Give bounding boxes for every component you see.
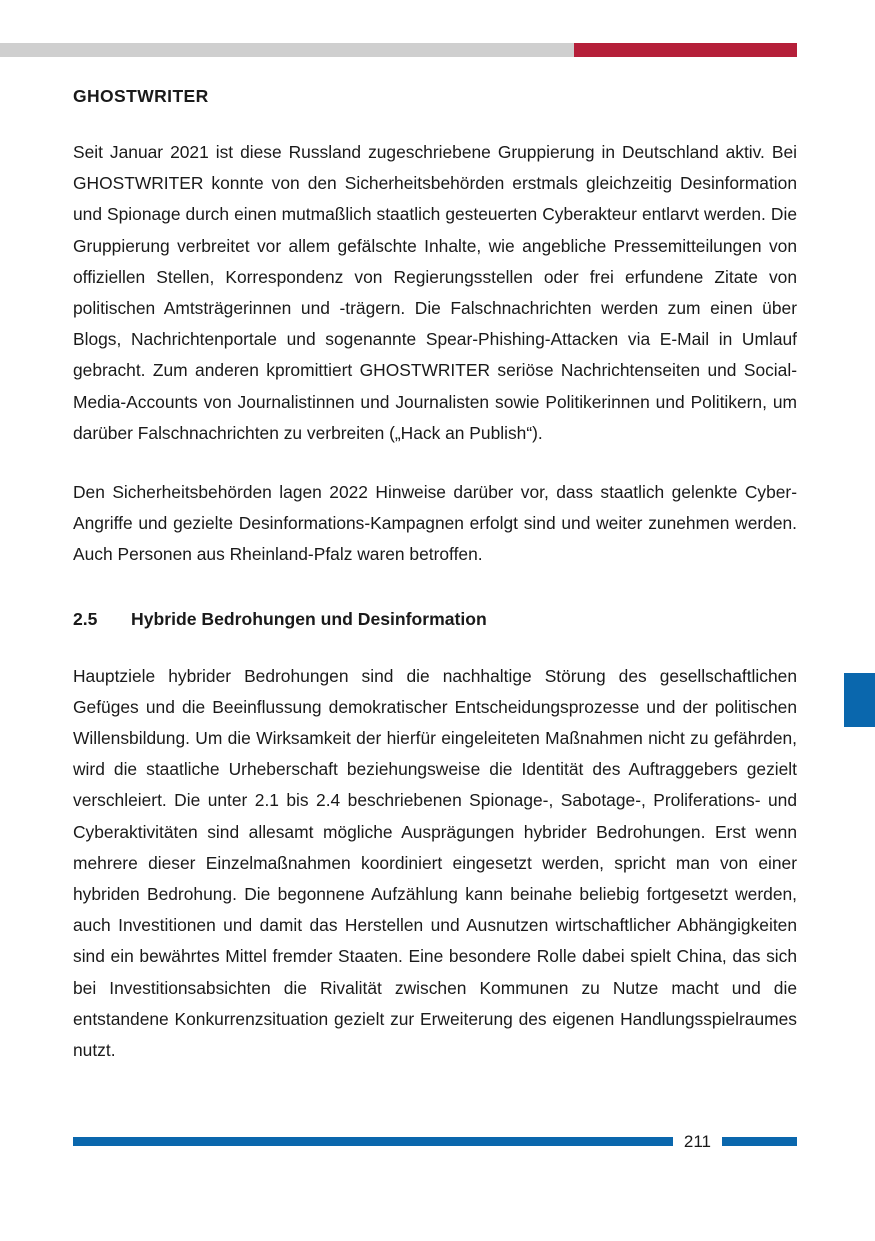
section-title: Hybride Bedrohungen und Desinformation	[131, 608, 487, 629]
chapter-margin-tab	[844, 673, 875, 727]
body-paragraph-1: Seit Januar 2021 ist diese Russland zugeschriebene Gruppierung in Deutschland aktiv. Bei GHOSTWRITER konnte von den Sicherheitsbehörden erstmals gleichzeitig Desinformation und Spionage durch einen mutmaßlich staatlich gesteuerten Cyberakteur entlarvt werden. Die Gruppierung verbreitet vor allem gefälschte Inhalte, wie angebliche Pressemitteilungen von offiziellen Stellen, Korrespondenz von Regierungsstellen oder frei erfundene Zitate von politischen Amtsträgerinnen und -trägern. Die Falschnachrichten werden zum einen über Blogs, Nachrichtenportale und sogenannte Spear-Phishing-Attacken via E-Mail in Umlauf gebracht. Zum anderen kpromittiert GHOSTWRITER seriöse Nachrichtenseiten und Social-Media-Accounts von Journalistinnen und Journalisten sowie Politikerinnen und Politikern, um darüber Falschnachrichten zu verbreiten („Hack an Publish“).	[73, 142, 797, 443]
page-content	[73, 86, 797, 1066]
section-number: 2.5	[73, 608, 98, 629]
header-rule-red	[574, 43, 797, 57]
section-heading	[73, 609, 797, 631]
footer-page-number: 211	[683, 1131, 711, 1151]
body-paragraph-2: Den Sicherheitsbehörden lagen 2022 Hinweise darüber vor, dass staatlich gelenkte Cyber-Angriffe und gezielte Desinformations-Kampagnen erfolgt sind und weiter zunehmen werden. Auch Personen aus Rheinland-Pfalz waren betroffen.	[73, 482, 797, 565]
header-rule-bar	[0, 43, 875, 57]
footer-rule-left	[73, 1137, 673, 1146]
footer-rule-right	[722, 1137, 797, 1146]
body-paragraph-3: Hauptziele hybrider Bedrohungen sind die nachhaltige Störung des gesellschaftlichen Gefüges und die Beeinflussung demokratischer Entscheidungsprozesse und der politischen Willensbildung. Um die Wirksamkeit der hierfür eingeleiteten Maßnahmen nicht zu gefährden, wird die staatliche Urheberschaft beziehungsweise die Identität des Auftraggebers gezielt verschleiert. Die unter 2.1 bis 2.4 beschriebenen Spionage-, Sabotage-, Proliferations- und Cyberaktivitäten sind allesamt mögliche Ausprägungen hybrider Bedrohungen. Erst wenn mehrere dieser Einzelmaßnahmen koordiniert eingesetzt werden, spricht man von einer hybriden Bedrohung. Die begonnene Aufzählung kann beinahe beliebig fortgesetzt werden, auch Investitionen und damit das Herstellen und Ausnutzen wirtschaftlicher Abhängigkeiten sind ein bewährtes Mittel fremder Staaten. Eine besondere Rolle dabei spielt China, das sich bei Investitionsabsichten die Rivalität zwischen Kommunen zu Nutze macht und die entstandene Konkurrenzsituation gezielt zur Erweiterung des eigenen Handlungsspielraumes nutzt.	[73, 665, 797, 1061]
header-rule-gray	[0, 43, 574, 57]
page-title: GHOSTWRITER	[73, 86, 209, 106]
page-footer	[73, 1131, 797, 1151]
